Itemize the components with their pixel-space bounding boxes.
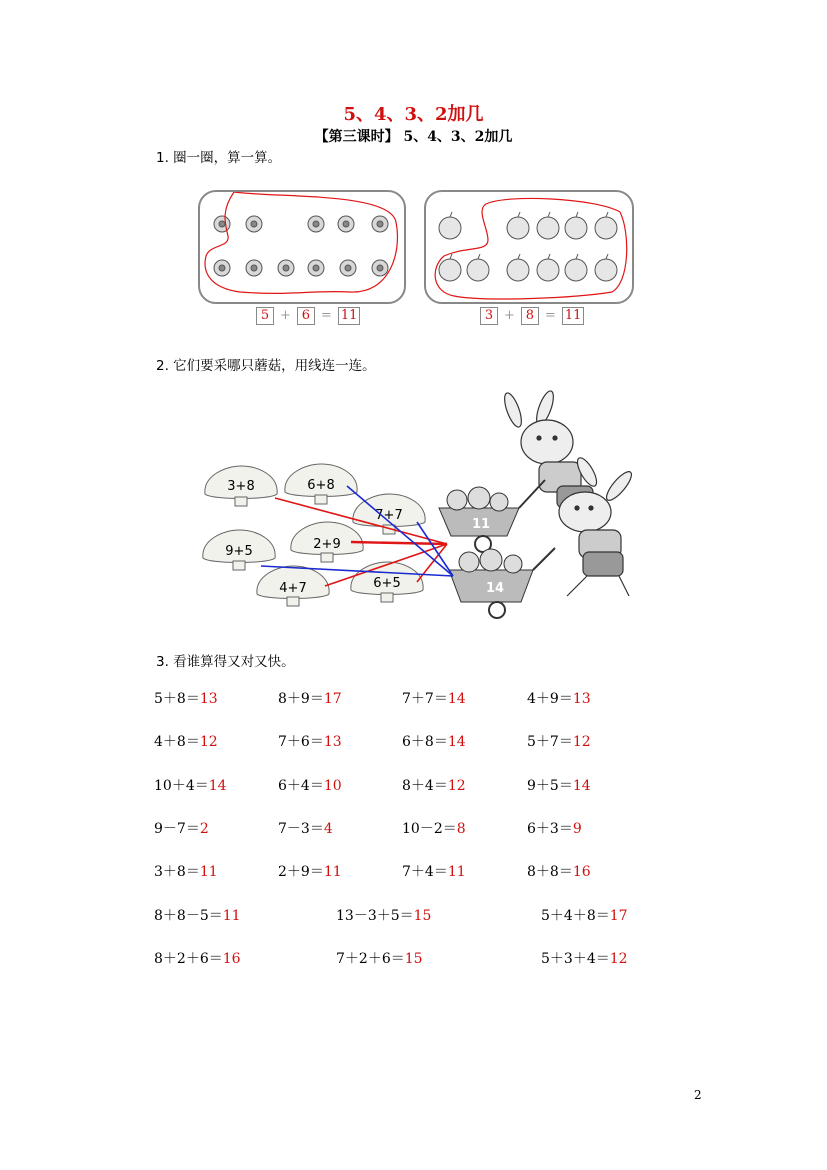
mushroom-label: 3+8 <box>227 479 255 494</box>
apple-icon <box>507 254 529 281</box>
flower-icon <box>214 260 230 276</box>
arithmetic-problem <box>278 861 342 881</box>
problem-expression: 8＋8＝ <box>527 864 573 880</box>
problem-expression: 6＋8＝ <box>402 734 448 750</box>
arithmetic-problem <box>336 905 431 925</box>
problem-answer[interactable]: 10 <box>323 778 342 794</box>
cart-illustration <box>439 480 545 552</box>
flower-icon <box>308 216 324 232</box>
problem-expression: 8＋9＝ <box>278 691 324 707</box>
lesson-subtitle: 【第三课时】 5、4、3、2加几 <box>314 129 513 145</box>
problem-expression: 7＋7＝ <box>402 691 448 707</box>
problem-answer[interactable]: 17 <box>609 908 628 924</box>
problem-answer[interactable]: 13 <box>572 691 591 707</box>
arithmetic-problem <box>336 948 423 968</box>
arithmetic-problem <box>527 818 582 838</box>
equals-sign: = <box>544 308 556 323</box>
problem-answer[interactable]: 11 <box>222 908 241 924</box>
equals-sign: = <box>320 308 332 323</box>
problem-expression: 9－7＝ <box>154 821 200 837</box>
arithmetic-problem <box>402 731 466 751</box>
mushroom-label: 6+5 <box>373 576 401 591</box>
cart-number: 11 <box>471 517 491 532</box>
problem-expression: 2＋9＝ <box>278 864 324 880</box>
apple-icon <box>537 254 559 281</box>
apple-icon <box>439 212 461 239</box>
problem-expression: 5＋4＋8＝ <box>541 908 610 924</box>
arithmetic-problem <box>402 688 466 708</box>
arithmetic-problem <box>154 688 218 708</box>
arithmetic-problem <box>527 731 591 751</box>
problem-answer[interactable]: 17 <box>323 691 342 707</box>
arithmetic-problem <box>278 775 342 795</box>
problem-answer[interactable]: 16 <box>222 951 241 967</box>
problem-expression: 7＋4＝ <box>402 864 448 880</box>
apple-illustration <box>426 192 632 302</box>
problem-answer[interactable]: 14 <box>208 778 227 794</box>
apple-icon <box>595 212 617 239</box>
answer-box[interactable]: 8 <box>521 307 539 325</box>
mushroom-label: 2+9 <box>313 537 341 552</box>
flower-icon <box>246 260 262 276</box>
problem-answer[interactable]: 12 <box>447 778 466 794</box>
apple-icon <box>595 254 617 281</box>
problem-answer[interactable]: 11 <box>447 864 466 880</box>
arithmetic-problem <box>402 818 466 838</box>
problem-answer[interactable]: 9 <box>572 821 582 837</box>
problem-answer[interactable]: 14 <box>447 734 466 750</box>
problem-expression: 8＋2＋6＝ <box>154 951 223 967</box>
problem-answer[interactable]: 13 <box>323 734 342 750</box>
arithmetic-problem <box>154 948 241 968</box>
problem-expression: 7＋6＝ <box>278 734 324 750</box>
problem-answer[interactable]: 12 <box>572 734 591 750</box>
arithmetic-problem <box>527 861 591 881</box>
problem-answer[interactable]: 14 <box>572 778 591 794</box>
arithmetic-problem <box>402 861 466 881</box>
flower-panel <box>198 190 406 304</box>
page-number: 2 <box>694 1088 702 1102</box>
mushroom <box>205 466 277 506</box>
problem-expression: 6＋3＝ <box>527 821 573 837</box>
problem-expression: 4＋8＝ <box>154 734 200 750</box>
problem-expression: 5＋7＝ <box>527 734 573 750</box>
mushroom-label: 4+7 <box>279 581 307 596</box>
flower-icon <box>278 260 294 276</box>
mushroom-label: 6+8 <box>307 478 335 493</box>
arithmetic-problem <box>278 731 342 751</box>
arithmetic-problem <box>154 905 241 925</box>
problem-expression: 4＋9＝ <box>527 691 573 707</box>
mushroom-label: 9+5 <box>225 544 253 559</box>
arithmetic-problem <box>527 688 591 708</box>
problem-answer[interactable]: 15 <box>413 908 432 924</box>
problem-expression: 3＋8＝ <box>154 864 200 880</box>
problem-answer[interactable]: 15 <box>404 951 423 967</box>
page-title: 5、4、3、2加几 <box>343 104 484 125</box>
mushroom-label: 7+7 <box>375 508 403 523</box>
problem-expression: 9＋5＝ <box>527 778 573 794</box>
answer-box[interactable]: 11 <box>338 307 361 325</box>
plus-sign: + <box>504 308 515 323</box>
circle-mark <box>205 192 397 293</box>
circle-mark <box>435 198 627 299</box>
problem-answer[interactable]: 2 <box>199 821 209 837</box>
flower-icon <box>308 260 324 276</box>
mushroom <box>285 464 357 504</box>
problem-expression: 10－2＝ <box>402 821 457 837</box>
rabbit-illustration <box>501 390 593 508</box>
problem-answer[interactable]: 12 <box>609 951 628 967</box>
problem-answer[interactable]: 13 <box>199 691 218 707</box>
problem-expression: 8＋4＝ <box>402 778 448 794</box>
problem-expression: 7＋2＋6＝ <box>336 951 405 967</box>
answer-box[interactable]: 5 <box>256 307 274 325</box>
apple-icon <box>565 254 587 281</box>
arithmetic-problem <box>154 731 218 751</box>
problem-answer[interactable]: 8 <box>456 821 466 837</box>
arithmetic-problem <box>402 775 466 795</box>
problem-expression: 10＋4＝ <box>154 778 209 794</box>
arithmetic-problem <box>278 688 342 708</box>
arithmetic-problem <box>154 861 218 881</box>
problem-answer[interactable]: 14 <box>447 691 466 707</box>
apple-panel <box>424 190 634 304</box>
apple-icon <box>537 212 559 239</box>
flower-icon <box>340 260 356 276</box>
flower-icon <box>372 216 388 232</box>
problem-expression: 6＋4＝ <box>278 778 324 794</box>
flower-illustration <box>200 192 404 302</box>
flower-icon <box>214 216 230 232</box>
apple-icon <box>565 212 587 239</box>
arithmetic-problem <box>278 818 333 838</box>
arithmetic-problem <box>154 775 227 795</box>
arithmetic-problem <box>154 818 209 838</box>
arithmetic-problem <box>541 948 628 968</box>
plus-sign: + <box>280 308 291 323</box>
question-3-label: 3. 看谁算得又对又快。 <box>156 654 295 670</box>
flower-icon <box>246 216 262 232</box>
problem-answer[interactable]: 4 <box>323 821 333 837</box>
apple-icon <box>467 254 489 281</box>
problem-expression: 13－3＋5＝ <box>336 908 414 924</box>
arithmetic-problem <box>541 905 628 925</box>
flower-icon <box>372 260 388 276</box>
answer-box[interactable]: 3 <box>480 307 498 325</box>
mushroom <box>351 562 423 602</box>
problem-expression: 5＋3＋4＝ <box>541 951 610 967</box>
apple-icon <box>507 212 529 239</box>
red-match-line <box>351 542 447 544</box>
flower-icon <box>338 216 354 232</box>
problem-answer[interactable]: 16 <box>572 864 591 880</box>
cart-illustration <box>449 548 555 618</box>
problem-expression: 5＋8＝ <box>154 691 200 707</box>
question-1-label: 1. 圈一圈，算一算。 <box>156 150 282 166</box>
problem-answer[interactable]: 11 <box>323 864 342 880</box>
cart-number: 14 <box>485 581 505 596</box>
flower-equation <box>256 307 360 325</box>
mushroom <box>203 530 275 570</box>
mushroom-matching-illustration <box>195 390 645 622</box>
question-2-label: 2. 它们要采哪只蘑菇，用线连一连。 <box>156 358 376 374</box>
arithmetic-problem <box>527 775 591 795</box>
answer-box[interactable]: 6 <box>297 307 315 325</box>
problem-expression: 8＋8－5＝ <box>154 908 223 924</box>
answer-box[interactable]: 11 <box>562 307 585 325</box>
problem-expression: 7－3＝ <box>278 821 324 837</box>
problem-answer[interactable]: 12 <box>199 734 218 750</box>
apple-equation <box>480 307 584 325</box>
problem-answer[interactable]: 11 <box>199 864 218 880</box>
mushroom <box>257 566 329 606</box>
